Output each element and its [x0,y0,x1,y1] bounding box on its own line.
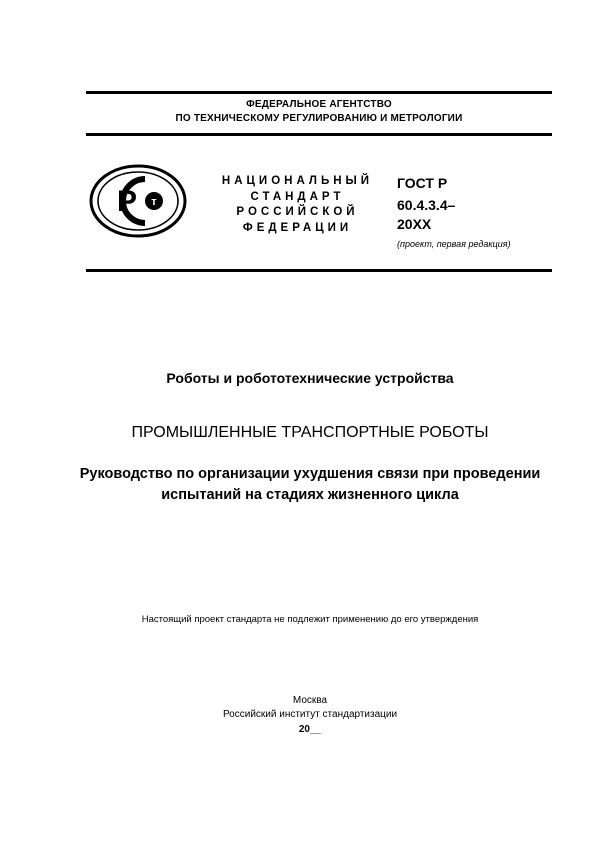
svg-text:т: т [151,196,157,208]
edition-note: (проект, первая редакция) [397,239,511,249]
publication-year: 20__ [298,724,322,735]
national-line-2: СТАНДАРТ [250,191,345,203]
gost-number: 60.4.3.4– [397,197,456,213]
national-line-4: ФЕДЕРАЦИИ [242,222,353,234]
agency-line-1: ФЕДЕРАЛЬНОЕ АГЕНТСТВО [246,99,392,110]
national-line-1: НАЦИОНАЛЬНЫЙ [221,175,374,187]
document-title: ПРОМЫШЛЕННЫЕ ТРАНСПОРТНЫЕ РОБОТЫ [131,424,489,441]
publication-city: Москва [292,695,328,706]
agency-line-2: ПО ТЕХНИЧЕСКОМУ РЕГУЛИРОВАНИЮ И МЕТРОЛОГИИ [175,113,463,124]
svg-text:Р: Р [117,185,138,218]
national-line-3: РОССИЙСКОЙ [236,206,359,218]
subject-heading: Роботы и робототехнические устройства [166,370,454,386]
header-bottom-rule [86,133,552,136]
document-description: Руководство по организации ухудшения связи при проведении испытаний на стадиях жизненного цикла [79,466,541,503]
draft-notice: Настоящий проект стандарта не подлежит применению до его утверждения [141,614,479,625]
publisher-institute: Российский институт стандартизации [222,709,398,720]
gost-label: ГОСТ Р [397,175,448,191]
standard-block-rule [86,269,552,272]
top-rule [86,91,552,94]
gost-r-logo-icon [88,163,188,239]
gost-year: 20ХХ [397,216,432,232]
